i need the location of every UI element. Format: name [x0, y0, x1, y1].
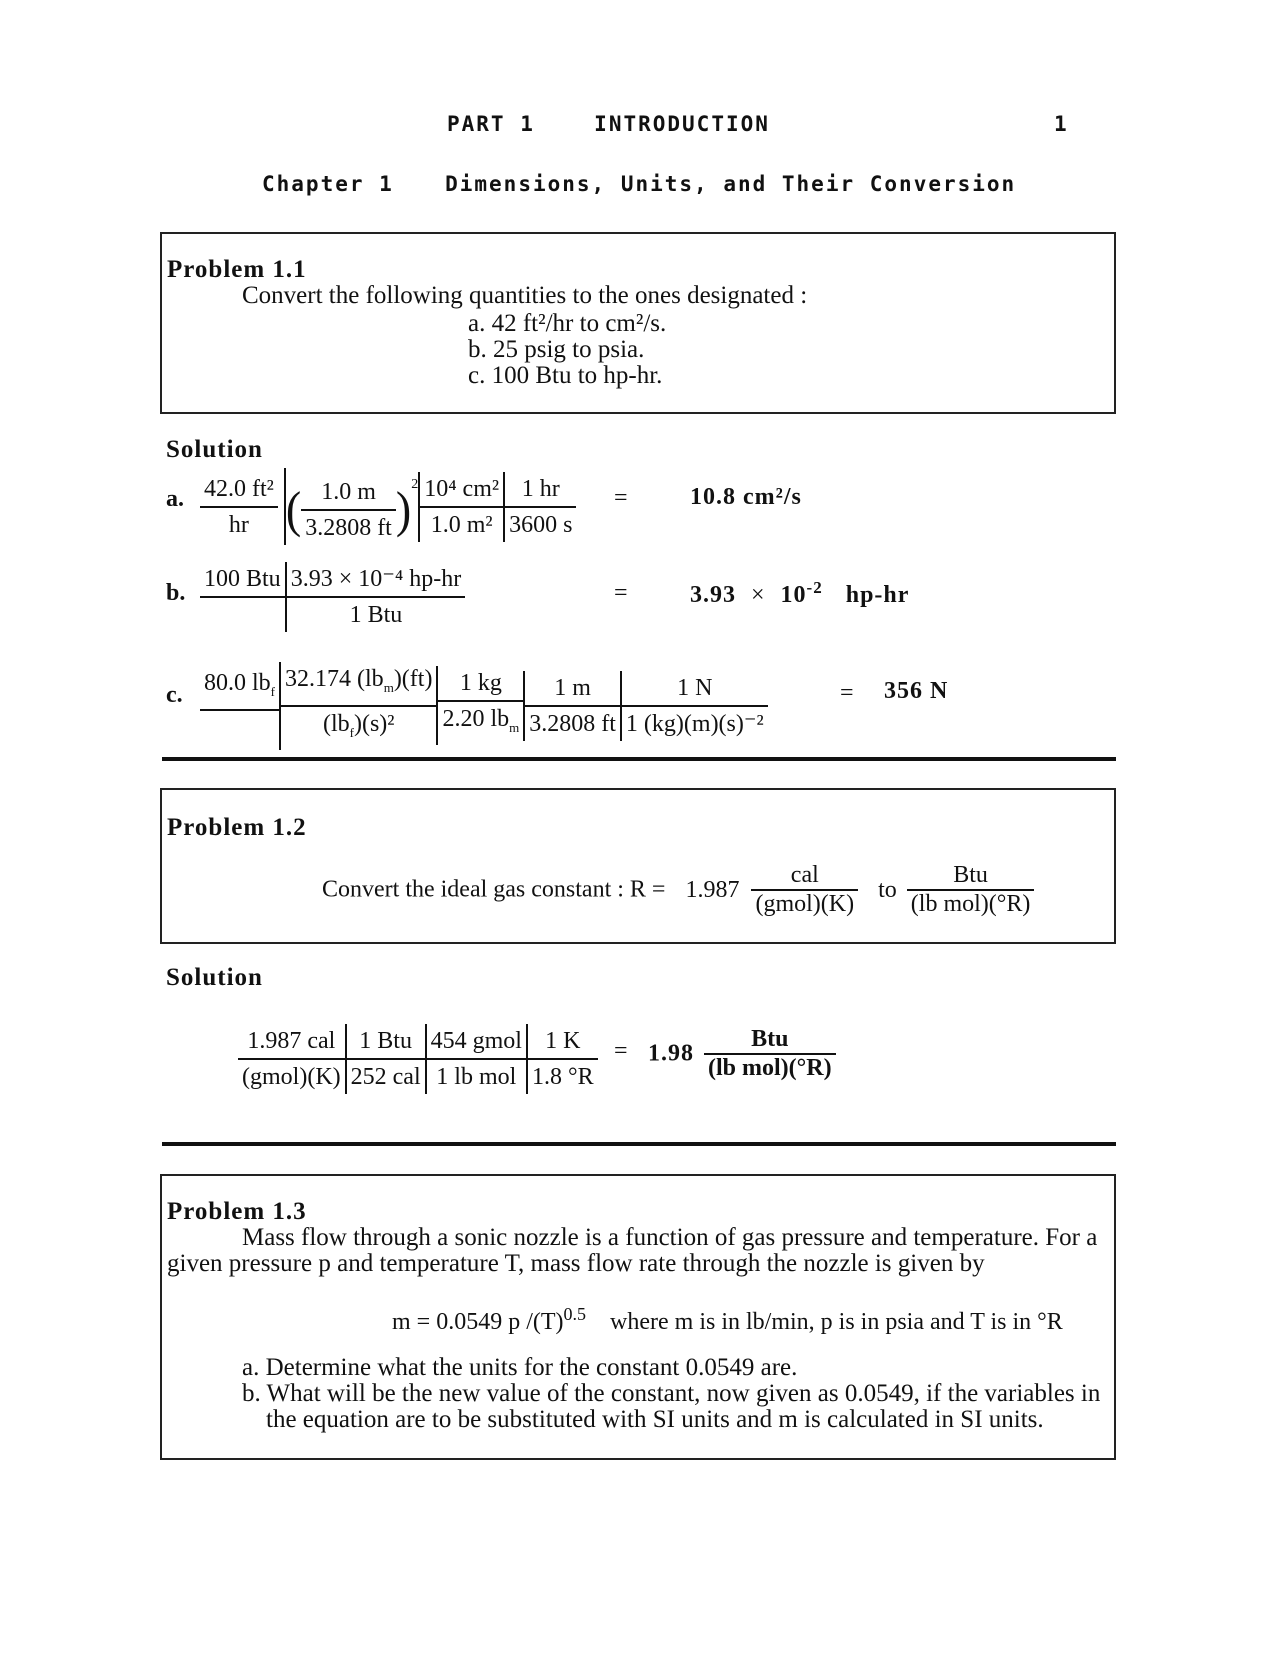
- solution-c-term-2-num-tail: )(ft): [393, 666, 433, 692]
- solution-c-term-5-num: 1 N: [677, 674, 713, 701]
- solution-c-term-1-num: [200, 666, 279, 709]
- part-label: PART 1: [447, 112, 535, 136]
- section-title: INTRODUCTION: [594, 112, 770, 136]
- solution-c-term-2-den: [281, 705, 436, 750]
- solution-c-term-5: [620, 671, 768, 741]
- solution-1-2-result-den: (lb mol)(°R): [704, 1053, 836, 1082]
- solution-b-result-times: ×: [751, 582, 766, 608]
- solution-1-2-term-3: [425, 1024, 526, 1094]
- problem-1-1-prompt: Convert the following quantities to the ones designated :: [242, 282, 808, 309]
- solution-a-term-2: ( $\frac{1.0 m}{3.2808 ft}$ )$^2$: [284, 468, 418, 545]
- solution-b-result-unit: hp-hr: [845, 582, 910, 608]
- solution-1-2-result-units: [704, 1026, 836, 1082]
- problem-1-2-to-num: Btu: [953, 862, 988, 888]
- solution-1-2-result-num: Btu: [751, 1026, 789, 1052]
- solution-a-term-1-num: 42.0 ft²: [204, 475, 274, 502]
- solution-a-term-3-den: 1.0 m²: [420, 506, 503, 542]
- solution-1-2-term-2: [345, 1024, 425, 1094]
- problem-1-2-from-num: cal: [790, 862, 819, 888]
- problem-1-3-item-b-line-2: the equation are to be substituted with SI units and m is calculated in SI units.: [266, 1406, 1044, 1433]
- problem-1-1-item-b: b. 25 psig to psia.: [468, 336, 645, 363]
- solution-c-term-3-den: [438, 700, 523, 745]
- solution-a-equals: =: [614, 485, 628, 511]
- solution-b-equals: =: [614, 580, 628, 606]
- problem-1-3-box: [160, 1174, 1116, 1460]
- problem-1-3-para-line-1: Mass flow through a sonic nozzle is a function of gas pressure and temperature. For a: [242, 1224, 1098, 1251]
- solution-1-2-term-1-den: (gmol)(K): [238, 1058, 345, 1094]
- problem-1-3-title: Problem 1.3: [167, 1198, 307, 1225]
- problem-1-3-para-line-2: given pressure p and temperature T, mass flow rate through the nozzle is given by: [167, 1250, 985, 1277]
- solution-a-term-1: [200, 472, 278, 542]
- problem-1-2-box: [160, 788, 1116, 944]
- solution-c-term-4-num: 1 m: [554, 674, 591, 701]
- solution-1-2-result-value: 1.98: [648, 1040, 694, 1067]
- solution-a-equation: [200, 468, 576, 545]
- solution-1-2-term-1-num: 1.987 cal: [247, 1028, 336, 1054]
- solution-1-2-equation: [238, 1024, 598, 1094]
- part-heading: [447, 112, 770, 136]
- solution-b-term-1-den: [200, 596, 285, 632]
- solution-b-result-exp: -2: [806, 578, 823, 597]
- problem-1-3-formula-exp: 0.5: [563, 1304, 587, 1324]
- solution-1-2-term-3-den: 1 lb mol: [427, 1058, 526, 1094]
- solution-b-term-2-num: 3.93 × 10⁻⁴ hp-hr: [290, 566, 462, 592]
- solution-c-term-2-num-sub: m: [383, 679, 394, 695]
- solution-b-result-mantissa: 3.93: [690, 582, 736, 608]
- solution-c-term-2-den-tail: )(s)²: [353, 710, 395, 737]
- chapter-title: Dimensions, Units, and Their Conversion: [445, 172, 1017, 196]
- solution-c-equation: [200, 662, 768, 750]
- solution-c-term-2-den-sub: f: [349, 724, 354, 740]
- solution-b-term-1: [200, 562, 285, 632]
- solution-b-equation: [200, 562, 465, 632]
- solution-a-result: 10.8 cm²/s: [690, 484, 802, 510]
- problem-1-3-formula-row: [392, 1304, 1063, 1336]
- chapter-heading: [262, 172, 1016, 196]
- solution-c-term-4: [523, 671, 620, 741]
- solution-b-term-2: [285, 562, 466, 632]
- solution-1-2-term-1: [238, 1024, 345, 1094]
- problem-1-2-to: to: [878, 876, 897, 903]
- problem-1-3-formula: m = 0.0549 p /(T): [392, 1309, 564, 1335]
- solution-1-2-term-4-den: 1.8 °R: [528, 1058, 598, 1094]
- solution-c-term-3: [436, 666, 523, 745]
- solution-1-2-term-3-num: 454 gmol: [430, 1028, 522, 1054]
- problem-1-1-item-c: c. 100 Btu to hp-hr.: [468, 362, 663, 389]
- solution-c-term-2: [279, 662, 436, 750]
- problem-1-2-from-den: (gmol)(K): [751, 889, 858, 918]
- solution-c-term-5-den: 1 (kg)(m)(s)⁻²: [622, 705, 768, 741]
- chapter-label: Chapter 1: [262, 172, 394, 196]
- solution-c-result: 356 N: [884, 678, 949, 704]
- problem-1-2-from-units: [751, 862, 858, 918]
- solution-b-label: b.: [166, 580, 186, 606]
- solution-c-equals: =: [840, 680, 854, 706]
- solution-c-term-1-den: [200, 709, 279, 745]
- solution-a-label: a.: [166, 486, 184, 512]
- solution-b-term-1-num: 100 Btu: [204, 566, 281, 592]
- solution-c-term-4-den: 3.2808 ft: [525, 705, 620, 741]
- solution-c-term-1: [200, 666, 279, 745]
- solution-1-2-term-4-num: 1 K: [545, 1028, 581, 1054]
- problem-1-3-item-a: a. Determine what the units for the constant 0.0549 are.: [242, 1354, 798, 1381]
- problem-1-2-title: Problem 1.2: [167, 814, 307, 841]
- problem-1-1-box: [160, 232, 1116, 414]
- solution-a-term-4: [503, 472, 576, 542]
- solution-c-term-1-num-text: 80.0 lb: [204, 670, 271, 697]
- solution-1-1-title: Solution: [166, 436, 263, 463]
- page-number: 1: [1054, 112, 1069, 136]
- problem-1-2-to-den: (lb mol)(°R): [907, 889, 1035, 918]
- solution-a-term-4-den: 3600 s: [505, 506, 576, 542]
- solution-1-2-title: Solution: [166, 964, 263, 991]
- solution-1-2-result: [648, 1026, 836, 1082]
- problem-1-2-value: 1.987: [685, 876, 740, 903]
- solution-a-term-3: [418, 472, 503, 542]
- problem-1-2-statement: [322, 862, 1034, 918]
- solution-a-term-2-exp: 2: [411, 477, 419, 492]
- problem-1-3-item-b-line-1: b. What will be the new value of the constant, now given as 0.0549, if the variables in: [242, 1380, 1101, 1407]
- solution-a-term-2-num: 1.0 m: [321, 479, 376, 506]
- section-divider-1: [162, 757, 1116, 761]
- solution-c-term-2-num-text: 32.174 (lb: [285, 666, 384, 692]
- solution-c-term-3-den-sub: m: [509, 720, 520, 736]
- solution-c-label: c.: [166, 682, 183, 708]
- problem-1-1-title: Problem 1.1: [167, 256, 307, 283]
- problem-1-2-prompt: Convert the ideal gas constant : R =: [322, 876, 666, 903]
- solution-b-term-2-den: 1 Btu: [287, 596, 466, 632]
- problem-1-2-to-units: [907, 862, 1035, 918]
- section-divider-2: [162, 1142, 1116, 1146]
- solution-a-term-1-den: hr: [200, 506, 278, 542]
- solution-a-term-3-num: 10⁴ cm²: [424, 475, 500, 502]
- solution-1-2-term-2-num: 1 Btu: [359, 1028, 412, 1054]
- solution-1-2-equals: =: [614, 1038, 628, 1064]
- solution-1-2-term-2-den: 252 cal: [347, 1058, 425, 1094]
- solution-c-term-2-num: [281, 662, 436, 705]
- solution-a-term-4-num: 1 hr: [521, 475, 560, 502]
- solution-b-result-power: 10: [780, 582, 807, 608]
- problem-1-3-formula-note: where m is in lb/min, p is in psia and T is in °R: [610, 1309, 1063, 1335]
- solution-c-term-3-den-text: 2.20 lb: [442, 706, 510, 733]
- solution-c-term-2-den-text: (lb: [322, 710, 350, 737]
- solution-b-result: [690, 578, 909, 609]
- solution-c-term-3-num: 1 kg: [459, 670, 502, 697]
- problem-1-1-item-a: a. 42 ft²/hr to cm²/s.: [468, 310, 667, 337]
- solution-a-term-2-den: 3.2808 ft: [301, 509, 396, 545]
- solution-1-2-term-4: [526, 1024, 598, 1094]
- solution-c-term-1-num-sub: f: [270, 684, 276, 700]
